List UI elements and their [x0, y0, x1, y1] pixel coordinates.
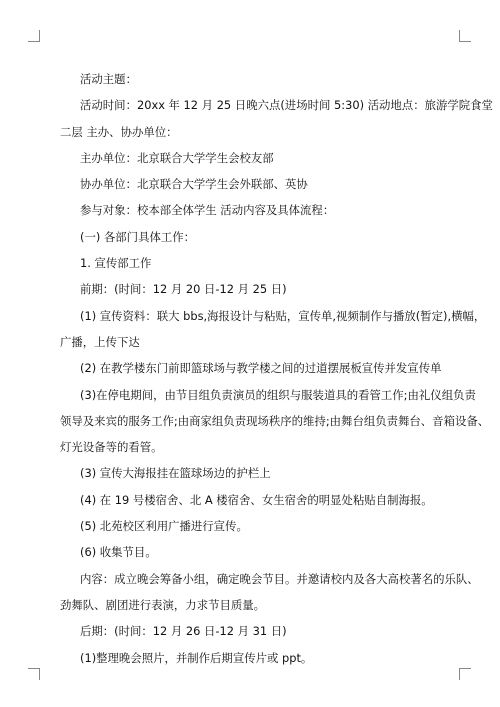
text-line: 二层 主办、协办单位： — [60, 124, 178, 139]
text-line: (2) 在教学楼东门前即篮球场与教学楼之间的过道摆展板宣传并发宣传单 — [80, 361, 442, 376]
text-line: 主办单位：北京联合大学学生会校友部 — [80, 150, 274, 165]
text-line: 活动主题： — [80, 72, 137, 86]
text-line: (6) 收集节目。 — [80, 545, 157, 560]
text-line: (3)在停电期间，由节目组负责演员的组织与服装道具的看管工作;由礼仪组负责 — [80, 387, 476, 402]
text-line: (一) 各部门具体工作： — [80, 229, 196, 244]
text-line: 灯光设备等的看管。 — [60, 440, 163, 455]
crop-mark-bottom-left — [28, 668, 40, 680]
text-line: 内容：成立晚会筹备小组，确定晚会节目。并邀请校内及各大高校著名的乐队、 — [80, 571, 479, 586]
crop-mark-bottom-right — [459, 668, 471, 680]
text-line: 参与对象：校本部全体学生 活动内容及具体流程： — [80, 203, 335, 218]
text-line: 前期：(时间：12 月 20 日-12 月 25 日) — [80, 282, 287, 297]
crop-mark-top-left — [28, 30, 40, 42]
text-line: 后期：(时间：12 月 26 日-12 月 31 日) — [80, 624, 287, 639]
crop-mark-top-right — [459, 30, 471, 42]
text-line: 1. 宣传部工作 — [80, 256, 152, 271]
text-line: (3) 宣传大海报挂在篮球场边的护栏上 — [80, 466, 271, 481]
text-line: 协办单位：北京联合大学学生会外联部、英协 — [80, 177, 308, 192]
text-line: 领导及来宾的服务工作;由商家组负责现场秩序的维持;由舞台组负责舞台、音箱设备、 — [60, 413, 490, 428]
text-line: (1)整理晚会照片，并制作后期宣传片或 ppt。 — [80, 650, 313, 665]
document-body — [60, 66, 493, 671]
text-line: 广播，上传下达 — [60, 334, 140, 349]
text-line: (5) 北苑校区利用广播进行宣传。 — [80, 519, 248, 534]
text-line: 劲舞队、剧团进行表演，力求节目质量。 — [60, 597, 266, 612]
text-line: 活动时间：20xx 年 12 月 25 日晚六点(进场时间 5:30) 活动地点：旅游学院食堂 — [80, 98, 493, 113]
text-line: (1) 宣传资料：联大 bbs,海报设计与粘贴，宣传单,视频制作与播放(暂定),横幅， — [80, 308, 486, 323]
text-line: (4) 在 19 号楼宿舍、北 A 楼宿舍、女生宿舍的明显处粘贴自制海报。 — [80, 492, 433, 507]
